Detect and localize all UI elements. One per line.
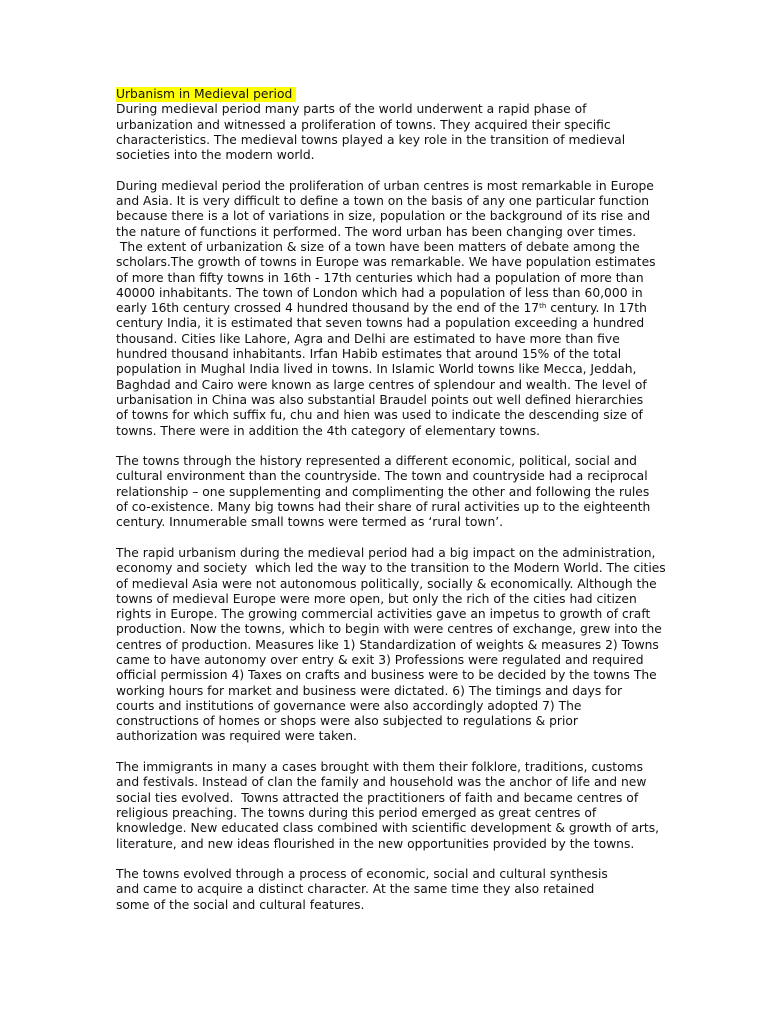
section-heading: Urbanism in Medieval period: [116, 87, 296, 102]
paragraph-line: of medieval Asia were not autonomous politically, socially & economically. Although the: [116, 576, 657, 591]
paragraph-line: working hours for market and business were dictated. 6) The timings and days for: [116, 683, 623, 698]
paragraph-population: [116, 179, 656, 439]
paragraph-line: centres of production. Measures like 1) Standardization of weights & measures 2) Towns: [116, 637, 659, 652]
paragraph-line: came to have autonomy over entry & exit 3) Professions were regulated and required: [116, 652, 644, 667]
paragraph-line: and festivals. Instead of clan the family and household was the anchor of life and new: [116, 775, 647, 790]
paragraph-line: cultural environment than the countryside. The town and countryside had a reciprocal: [116, 469, 648, 484]
paragraph-line: characteristics. The medieval towns played a key role in the transition of medieval: [116, 132, 626, 147]
line-text: century. In 17th: [546, 301, 647, 316]
paragraph-line: because there is a lot of variations in size, population or the background of its rise and: [116, 209, 651, 224]
paragraph-line: thousand. Cities like Lahore, Agra and Delhi are estimated to have more than five: [116, 331, 620, 346]
paragraph-line: hundred thousand inhabitants. Irfan Habib estimates that around 15% of the total: [116, 347, 622, 362]
superscript-th: th: [539, 302, 547, 311]
intro-block: [116, 87, 656, 163]
paragraph-town-country: [116, 454, 656, 530]
paragraph-line: towns of medieval Europe were more open, but only the rich of the cities had citizen: [116, 591, 637, 606]
paragraph-line: urbanization and witnessed a proliferation of towns. They acquired their specific: [116, 117, 611, 132]
paragraph-line: The extent of urbanization & size of a town have been matters of debate among the: [116, 239, 640, 254]
paragraph-line: societies into the modern world.: [116, 148, 315, 163]
paragraph-line: relationship – one supplementing and complimenting the other and following the rules: [116, 484, 650, 499]
paragraph-line: Baghdad and Cairo were known as large centres of splendour and wealth. The level of: [116, 377, 647, 392]
paragraph-line: The immigrants in many a cases brought with them their folklore, traditions, customs: [116, 760, 644, 775]
paragraph-immigrants: [116, 760, 660, 852]
paragraph-line: During medieval period the proliferation of urban centres is most remarkable in Europe: [116, 178, 654, 193]
paragraph-line: social ties evolved. Towns attracted the practitioners of faith and became centres of: [116, 790, 639, 805]
paragraph-line: official permission 4) Taxes on crafts and business were to be decided by the towns The: [116, 668, 657, 683]
paragraph-line: and Asia. It is very difficult to define a town on the basis of any one particular function: [116, 194, 650, 209]
paragraph-line: century India, it is estimated that seven towns had a population exceeding a hundred: [116, 316, 645, 331]
paragraph-line: of towns for which suffix fu, chu and hien was used to indicate the descending size of: [116, 408, 643, 423]
paragraph-impact: [116, 545, 666, 745]
paragraph-line: of co-existence. Many big towns had their share of rural activities up to the eighteenth: [116, 500, 651, 515]
heading-line: [116, 87, 656, 102]
paragraph-line: the nature of functions it performed. The word urban has been changing over times.: [116, 224, 637, 239]
paragraph-line: 40000 inhabitants. The town of London which had a population of less than 60,000 in: [116, 285, 643, 300]
paragraph-line: The towns through the history represented a different economic, political, social and: [116, 454, 637, 469]
line-text: early 16th century crossed 4 hundred thousand by the end of the 17: [116, 301, 540, 316]
paragraph-line: rights in Europe. The growing commercial activities gave an impetus to growth of craft: [116, 607, 651, 622]
paragraph-line: knowledge. New educated class combined with scientific development & growth of arts,: [116, 821, 660, 836]
paragraph-line: During medieval period many parts of the world underwent a rapid phase of: [116, 102, 587, 117]
paragraph-line: economy and society which led the way to the transition to the Modern World. The cities: [116, 561, 666, 576]
paragraph-line: some of the social and cultural features.: [116, 897, 365, 912]
paragraph-line: courts and institutions of governance were also accordingly adopted 7) The: [116, 698, 582, 713]
paragraph-line: constructions of homes or shops were also subjected to regulations & prior: [116, 714, 578, 729]
document-page: [116, 87, 666, 928]
paragraph-synthesis: [116, 867, 656, 913]
paragraph-line: urbanisation in China was also substantial Braudel points out well defined hierarchies: [116, 392, 644, 407]
paragraph-line: scholars.The growth of towns in Europe was remarkable. We have population estimates: [116, 255, 656, 270]
paragraph-line: The towns evolved through a process of economic, social and cultural synthesis: [116, 867, 608, 882]
paragraph-line: literature, and new ideas flourished in the new opportunities provided by the towns.: [116, 836, 635, 851]
paragraph-line: The rapid urbanism during the medieval period had a big impact on the administration,: [116, 545, 656, 560]
paragraph-line: authorization was required were taken.: [116, 729, 357, 744]
paragraph-line: religious preaching. The towns during this period emerged as great centres of: [116, 805, 597, 820]
paragraph-line: [116, 301, 656, 316]
paragraph-line: and came to acquire a distinct character. At the same time they also retained: [116, 882, 595, 897]
paragraph-line: population in Mughal India lived in towns. In Islamic World towns like Mecca, Jeddah,: [116, 362, 637, 377]
paragraph-line: towns. There were in addition the 4th category of elementary towns.: [116, 423, 541, 438]
paragraph-line: production. Now the towns, which to begin with were centres of exchange, grew into the: [116, 622, 662, 637]
paragraph-line: of more than fifty towns in 16th - 17th centuries which had a population of more than: [116, 270, 644, 285]
paragraph-line: century. Innumerable small towns were termed as ‘rural town’.: [116, 515, 504, 530]
